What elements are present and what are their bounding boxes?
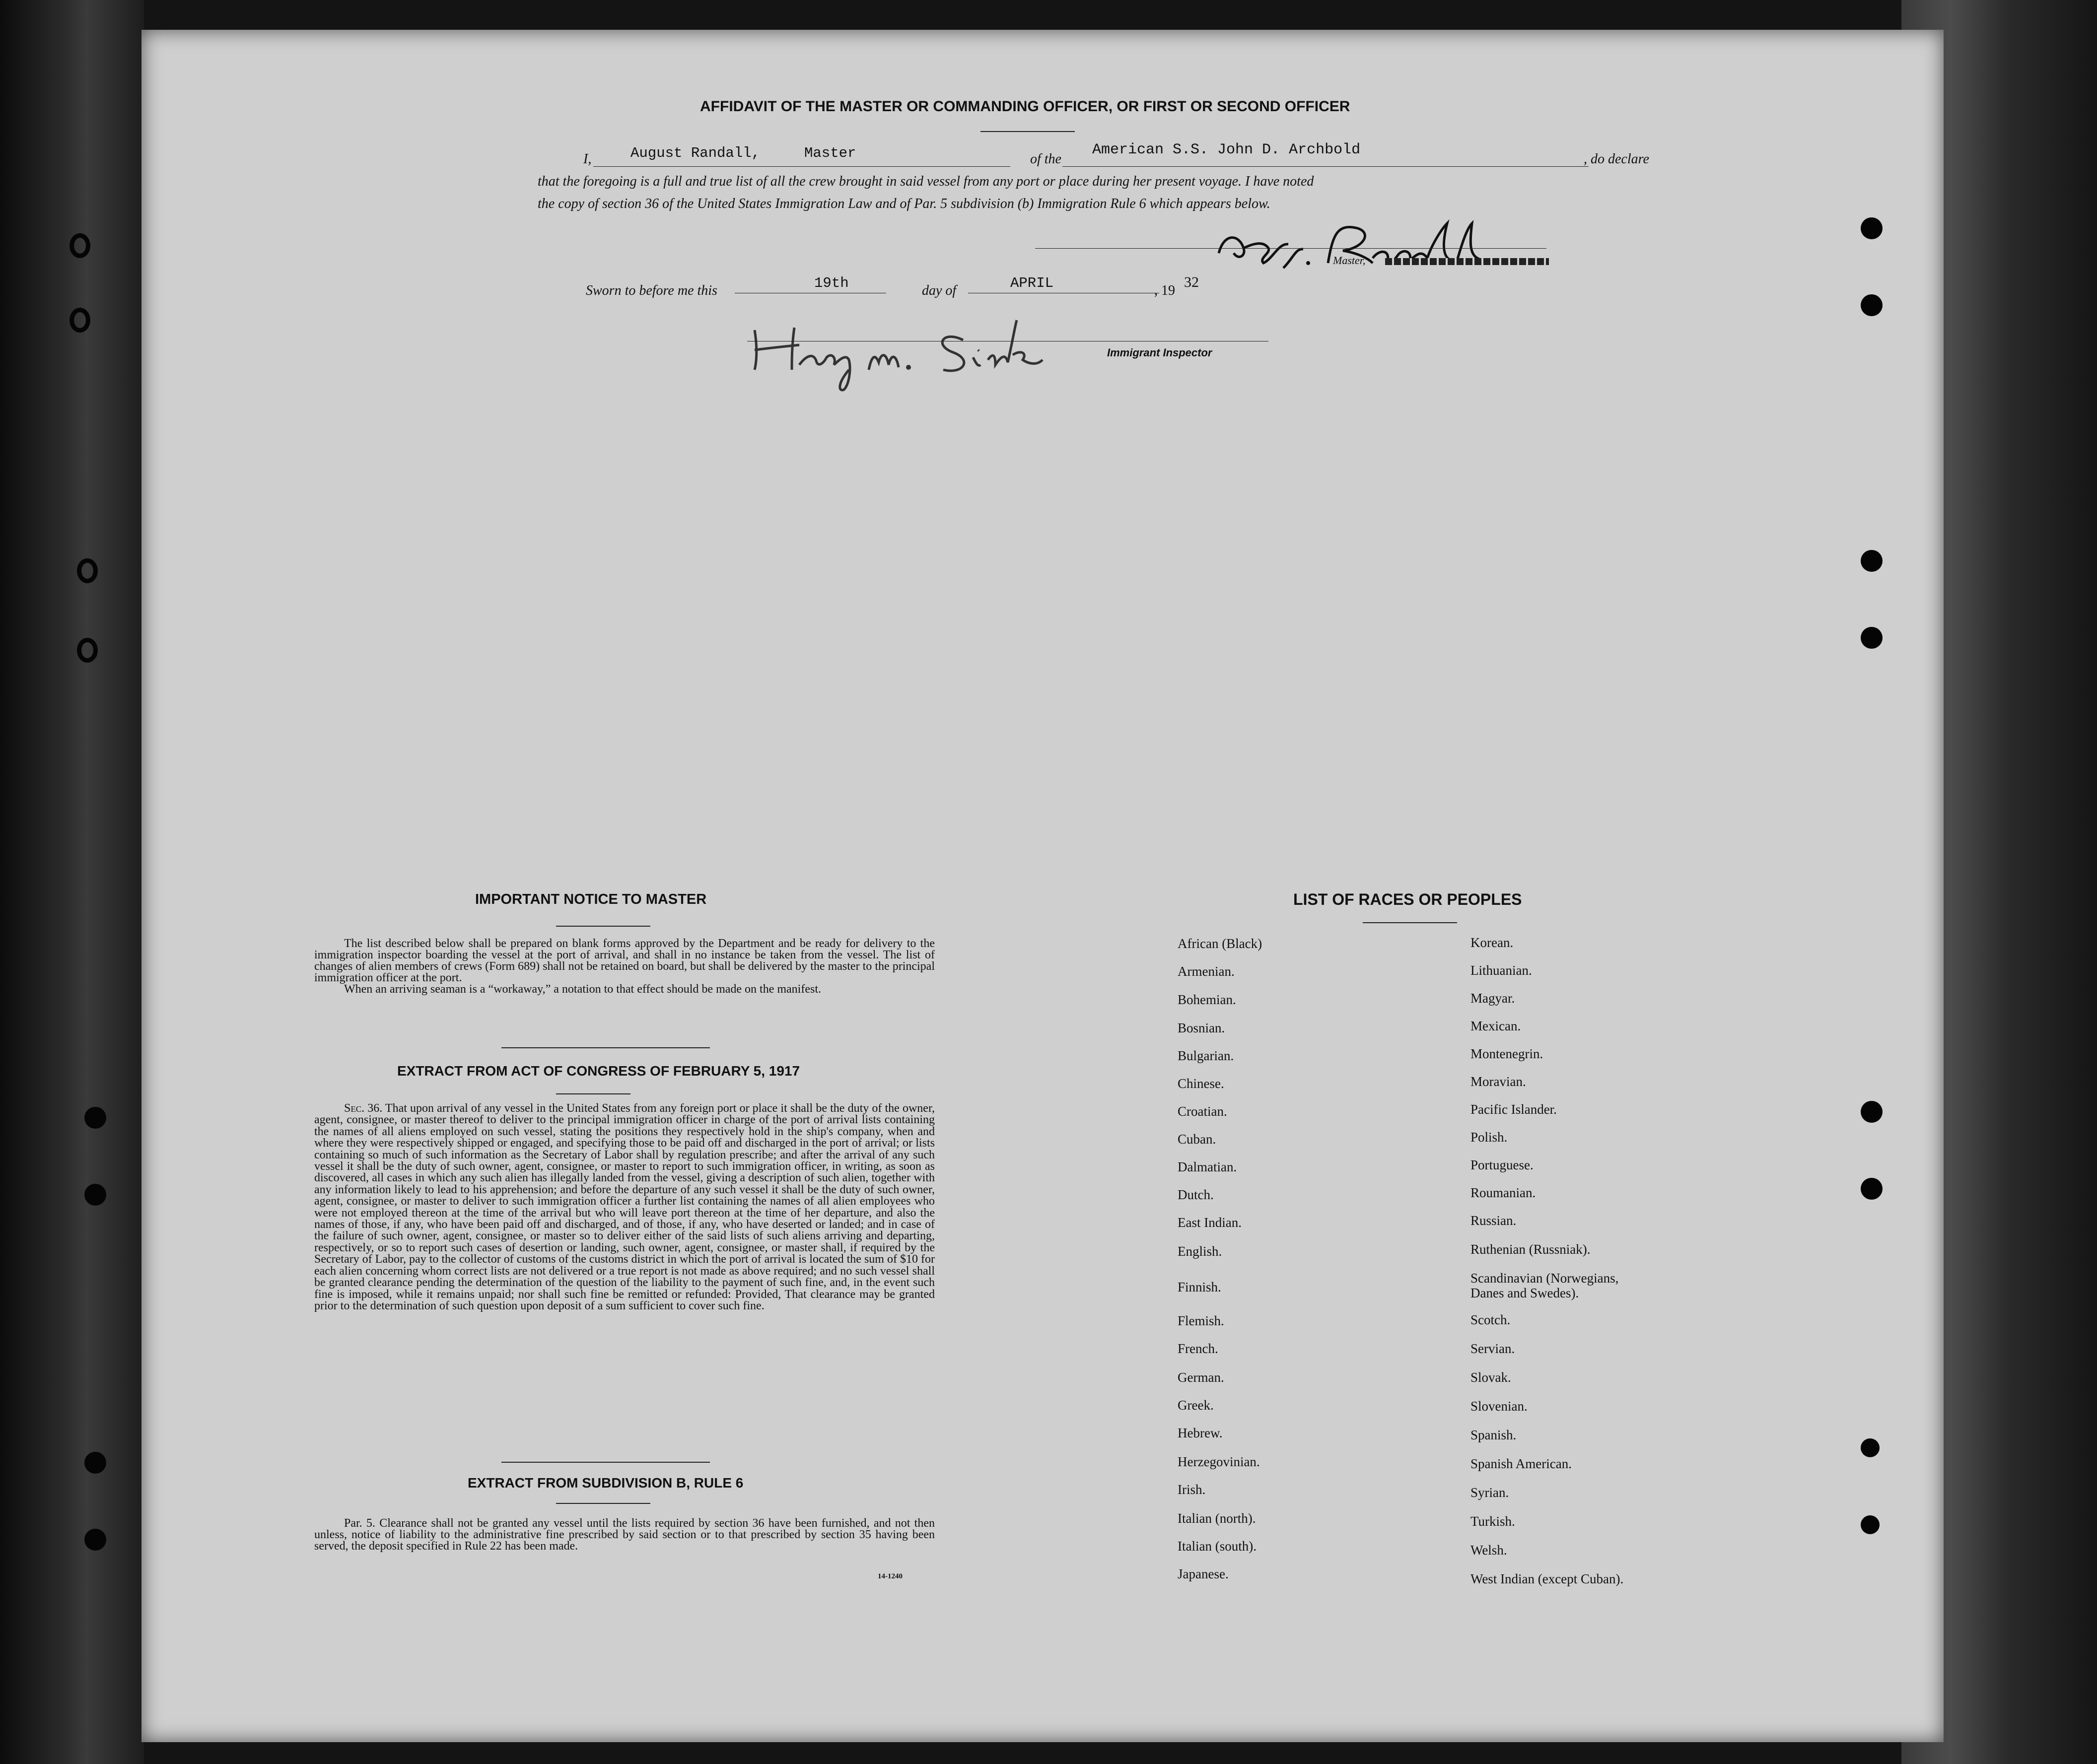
punch-hole — [1861, 1438, 1880, 1457]
punch-hole — [84, 1184, 106, 1206]
binder-ring — [70, 233, 90, 258]
extract-rule-body — [314, 1518, 935, 1552]
race-item: East Indian. — [1178, 1215, 1242, 1230]
race-item: Syrian. — [1470, 1485, 1509, 1500]
race-item: Welsh. — [1470, 1543, 1507, 1558]
form-number: 14-1240 — [878, 1572, 903, 1580]
blank-line — [1062, 166, 1589, 167]
race-item: Korean. — [1470, 935, 1514, 950]
divider — [501, 1462, 710, 1463]
race-item: Dalmatian. — [1178, 1159, 1237, 1174]
race-item: West Indian (except Cuban). — [1470, 1571, 1624, 1586]
punch-hole — [1861, 294, 1883, 316]
punch-hole — [84, 1452, 106, 1474]
binder-ring — [70, 308, 90, 333]
race-item: Polish. — [1470, 1130, 1508, 1145]
race-item: African (Black) — [1178, 936, 1262, 951]
race-item: Slovenian. — [1470, 1399, 1528, 1414]
race-item: Chinese. — [1178, 1076, 1224, 1091]
race-item: Scotch. — [1470, 1312, 1511, 1327]
master-rank: Master — [804, 145, 856, 161]
punch-hole — [84, 1107, 106, 1129]
binder-ring — [77, 558, 98, 583]
affidavit-line-2: that the foregoing is a full and true list of all the crew brought in said vessel from any port or place during her present voyage. I have noted — [538, 174, 1314, 189]
race-item: Bohemian. — [1178, 992, 1236, 1007]
race-item: Spanish American. — [1470, 1456, 1572, 1471]
race-item: Cuban. — [1178, 1132, 1216, 1147]
punch-hole — [1861, 1178, 1883, 1200]
extract-act-body — [314, 1103, 935, 1312]
race-item: Lithuanian. — [1470, 963, 1532, 978]
race-item: Servian. — [1470, 1341, 1515, 1356]
punch-hole — [1861, 627, 1883, 649]
master-name: August Randall, — [630, 145, 761, 161]
blank-line — [593, 166, 1010, 167]
race-item: Spanish. — [1470, 1427, 1517, 1442]
inspector-caption: Immigrant Inspector — [1107, 346, 1212, 359]
sworn-day: 19th — [814, 275, 849, 291]
punch-hole — [1861, 1101, 1883, 1123]
race-item: Roumanian. — [1470, 1185, 1536, 1200]
notice-paragraph-2: When an arriving seaman is a “workaway,” a notation to that effect should be made on the manifest. — [344, 983, 821, 996]
extract-act-title: EXTRACT FROM ACT OF CONGRESS OF FEBRUARY 5, 1917 — [397, 1063, 800, 1079]
race-item: Herzegovinian. — [1178, 1454, 1260, 1469]
race-item: Flemish. — [1178, 1313, 1224, 1328]
binder-ring — [77, 638, 98, 663]
affidavit-i-label: I, — [583, 151, 592, 167]
race-item: Bulgarian. — [1178, 1048, 1234, 1063]
section-label: Sec. 36. — [344, 1102, 383, 1115]
notice-paragraph-1: The list described below shall be prepared on blank forms approved by the Department and be ready for delivery to the immigration inspector boarding the vessel at the port of arrival, and shall in no instance be taken from the vessel. The list of changes of alien members of crews (Form 689) shall not be retained on board, but shall be delivered by the master to the principal immigration officer at the port. — [314, 937, 935, 984]
year-suffix: 32 — [1184, 274, 1199, 290]
race-item: Greek. — [1178, 1398, 1214, 1413]
notice-body — [314, 938, 935, 995]
race-item: Portuguese. — [1470, 1157, 1534, 1172]
year-prefix: , 19 — [1154, 283, 1175, 298]
race-item: Croatian. — [1178, 1104, 1227, 1119]
race-item: Armenian. — [1178, 964, 1235, 979]
races-title: LIST OF RACES OR PEOPLES — [1293, 890, 1522, 908]
race-item: German. — [1178, 1370, 1224, 1385]
race-item: Turkish. — [1470, 1514, 1515, 1529]
race-item: Scandinavian (Norwegians, Danes and Swedes). — [1470, 1271, 1619, 1300]
race-item: Slovak. — [1470, 1370, 1511, 1385]
divider — [556, 1503, 650, 1504]
race-item: Italian (north). — [1178, 1511, 1256, 1526]
race-item: Mexican. — [1470, 1018, 1521, 1033]
race-item: Finnish. — [1178, 1280, 1221, 1294]
struck-out-text — [1385, 258, 1549, 265]
divider — [556, 926, 650, 927]
signature-caption: Master, — [1333, 254, 1366, 267]
of-the-label: of the — [1030, 151, 1061, 167]
punch-hole — [1861, 217, 1883, 239]
extract-rule-title: EXTRACT FROM SUBDIVISION B, RULE 6 — [468, 1475, 744, 1491]
race-item: Bosnian. — [1178, 1020, 1225, 1035]
race-item: Russian. — [1470, 1213, 1517, 1228]
race-item: French. — [1178, 1341, 1218, 1356]
punch-hole — [1861, 550, 1883, 572]
divider — [980, 131, 1075, 132]
inspector-signature — [745, 310, 1052, 395]
race-item: Irish. — [1178, 1482, 1206, 1497]
race-item: English. — [1178, 1244, 1222, 1259]
signature-line — [1035, 248, 1546, 249]
race-item: Dutch. — [1178, 1187, 1214, 1202]
day-of-label: day of — [922, 283, 957, 298]
punch-hole — [84, 1529, 106, 1551]
race-item: Ruthenian (Russniak). — [1470, 1242, 1591, 1257]
section-36-text: That upon arrival of any vessel in the United States from any foreign port or place it shall be the duty of the owner, agent, consignee, or master thereof to deliver to the principal immigration officer in charge of the port of arrival lists containing the names of all aliens employed on such vessel, stating the positions they respectively hold in the ship's company, when and where they were respectively shipped or engaged, and specifying those to be paid off and discharged in the port of arrival; or lists containing so much of such information as the Secretary of Labor shall by regulation prescribe; and after the arrival of any such vessel it shall be the duty of such owner, agent, consignee, or master to report to such immigration officer, in writing, as soon as discovered, all cases in which any such alien has illegally landed from the vessel, giving a description of such alien, together with any information likely to lead to his apprehension; and before the departure of any such vessel it shall be the duty of such owner, agent, consignee, or master to deliver to such immigration officer a further list containing the names of all alien employees who were not employed thereon at the time of the arrival but who will leave port thereon at the time of her departure, and also the names of those, if any, who have been paid off and discharged, and of those, if any, who have deserted or landed; and in case of the failure of such owner, agent, consignee, or master so to deliver either of the said lists of such aliens arriving and departing, respectively, or so to report such cases of desertion or landing, such owner, agent, consignee, or master shall, if required by the Secretary of Labor, pay to the collector of customs of the customs district in which the port of arrival is located the sum of $10 for each alien concerning whom correct lists are not delivered or a true report is not made as above required; and no such vessel shall be granted clearance pending the determination of the question of the liability to the payment of such fine, and, in the event such fine is imposed, while it remains unpaid; nor shall such fine be remitted or refunded: Provided, That clearance may be granted prior to the determination of such question upon deposit of a sum sufficient to cover such fine. — [314, 1102, 935, 1312]
form-page — [141, 30, 1944, 1742]
race-item: Montenegrin. — [1470, 1046, 1543, 1061]
rule-paragraph: Par. 5. Clearance shall not be granted any vessel until the lists required by section 36 have been furnished, and not then unless, notice of liability to the administrative fine prescribed by said section or to that prescribed by section 35 having been served, the deposit specified in Rule 22 has been made. — [314, 1517, 935, 1553]
affidavit-line-3: the copy of section 36 of the United States Immigration Law and of Par. 5 subdivision (b) Immigration Rule 6 which appears below. — [538, 196, 1270, 211]
race-item: Moravian. — [1470, 1074, 1526, 1089]
race-item: Japanese. — [1178, 1566, 1229, 1581]
binder-edge-left — [0, 0, 144, 1764]
vessel-name: American S.S. John D. Archbold — [1092, 141, 1361, 158]
do-declare-label: , do declare — [1584, 151, 1649, 167]
master-signature — [1209, 213, 1507, 278]
notice-title: IMPORTANT NOTICE TO MASTER — [475, 891, 707, 907]
race-item: Italian (south). — [1178, 1539, 1257, 1554]
race-item: Magyar. — [1470, 991, 1515, 1006]
divider — [556, 1093, 630, 1094]
punch-hole — [1861, 1515, 1880, 1534]
divider — [501, 1047, 710, 1048]
affidavit-title: AFFIDAVIT OF THE MASTER OR COMMANDING OFFICER, OR FIRST OR SECOND OFFICER — [700, 98, 1350, 115]
race-item: Pacific Islander. — [1470, 1102, 1557, 1117]
race-item: Hebrew. — [1178, 1425, 1223, 1440]
sworn-label: Sworn to before me this — [586, 283, 717, 298]
divider — [1363, 922, 1457, 923]
sworn-month: APRIL — [1010, 275, 1054, 291]
